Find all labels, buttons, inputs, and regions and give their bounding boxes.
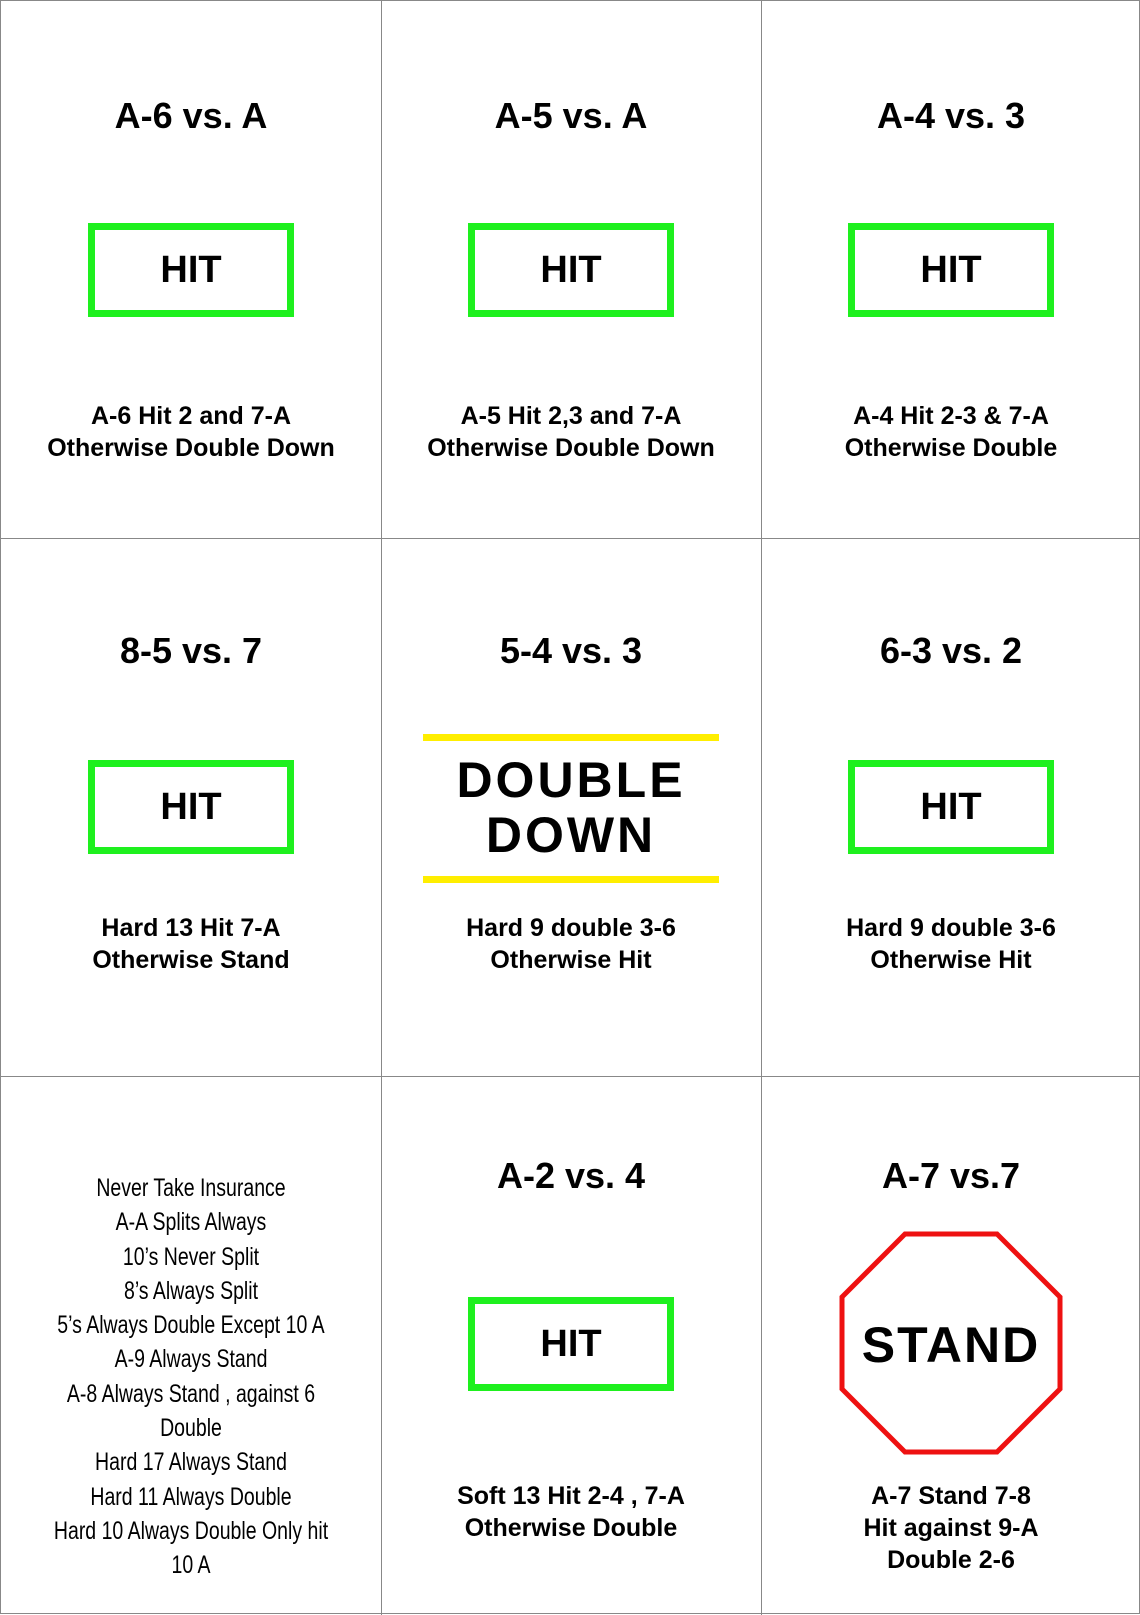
desc-line: Otherwise Double: [844, 434, 1058, 462]
rule-item: 8’s Always Split: [123, 1276, 259, 1305]
desc-line: A-6 Hit 2 and 7-A: [90, 402, 292, 430]
card-title: 5-4 vs. 3: [499, 630, 643, 671]
hit-action-box: HIT: [468, 223, 674, 317]
action-line: DOUBLE: [456, 752, 686, 808]
hit-action-box: HIT: [848, 760, 1054, 854]
card-54-vs-3: [381, 538, 761, 1076]
desc-line: A-7 Stand 7-8: [871, 1482, 1031, 1510]
card-title: 6-3 vs. 2: [879, 630, 1023, 671]
card-title: A-5 vs. A: [494, 95, 648, 136]
desc-line: Soft 13 Hit 2-4 , 7-A: [457, 1482, 685, 1510]
double-down-action: [423, 734, 719, 883]
desc-line: Double 2-6: [887, 1546, 1015, 1574]
card-description: [381, 1480, 761, 1544]
card-description: [381, 400, 761, 464]
card-63-vs-2: [761, 538, 1140, 1076]
rule-item: A-9 Always Stand: [114, 1345, 268, 1374]
card-a2-vs-4: [381, 1076, 761, 1614]
stand-action: STAND: [861, 1317, 1041, 1373]
desc-line: Otherwise Double Down: [427, 434, 715, 462]
rules-card: [1, 1076, 381, 1614]
card-85-vs-7: [1, 538, 381, 1076]
desc-line: A-4 Hit 2-3 & 7-A: [853, 402, 1049, 430]
rule-item: Hard 10 Always Double Only hit 10 A: [53, 1516, 329, 1580]
card-a7-vs-7: [761, 1076, 1140, 1614]
rule-item: Hard 11 Always Double: [90, 1482, 292, 1511]
card-title: 8-5 vs. 7: [119, 630, 263, 671]
rules-list: [43, 1171, 339, 1583]
card-a5-vs-a: [381, 1, 761, 539]
desc-line: Otherwise Hit: [490, 946, 652, 974]
rule-item: Never Take Insurance: [96, 1174, 286, 1202]
card-description: [1, 912, 381, 976]
action-line: DOWN: [485, 807, 657, 863]
desc-line: Hard 13 Hit 7-A: [101, 914, 281, 942]
card-description: [1, 400, 381, 464]
rule-item: 5’s Always Double Except 10 A: [57, 1311, 325, 1340]
hit-action-box: HIT: [848, 223, 1054, 317]
card-title: A-7 vs.7: [881, 1155, 1021, 1196]
card-a6-vs-a: [1, 1, 381, 539]
card-description: [761, 400, 1140, 464]
hit-action-box: HIT: [88, 223, 294, 317]
card-description: [761, 1480, 1140, 1576]
desc-line: Hard 9 double 3-6: [846, 914, 1056, 942]
desc-line: Hit against 9-A: [863, 1514, 1039, 1542]
card-description: [381, 912, 761, 976]
card-description: [761, 912, 1140, 976]
hit-action-box: HIT: [468, 1297, 674, 1391]
desc-line: Otherwise Double Down: [47, 434, 335, 462]
desc-line: A-5 Hit 2,3 and 7-A: [460, 402, 682, 430]
rule-item: A-A Splits Always: [115, 1208, 267, 1237]
rule-item: A-8 Always Stand , against 6 Double: [66, 1379, 316, 1443]
rule-item: 10’s Never Split: [122, 1242, 260, 1271]
card-title: A-6 vs. A: [114, 95, 268, 136]
desc-line: Otherwise Stand: [92, 946, 290, 974]
hit-action-box: HIT: [88, 760, 294, 854]
desc-line: Otherwise Hit: [870, 946, 1032, 974]
rule-item: Hard 17 Always Stand: [95, 1448, 287, 1477]
card-a4-vs-3: [761, 1, 1140, 539]
desc-line: Hard 9 double 3-6: [466, 914, 676, 942]
card-title: A-2 vs. 4: [496, 1155, 646, 1196]
card-title: A-4 vs. 3: [876, 95, 1026, 136]
desc-line: Otherwise Double: [464, 1514, 678, 1542]
